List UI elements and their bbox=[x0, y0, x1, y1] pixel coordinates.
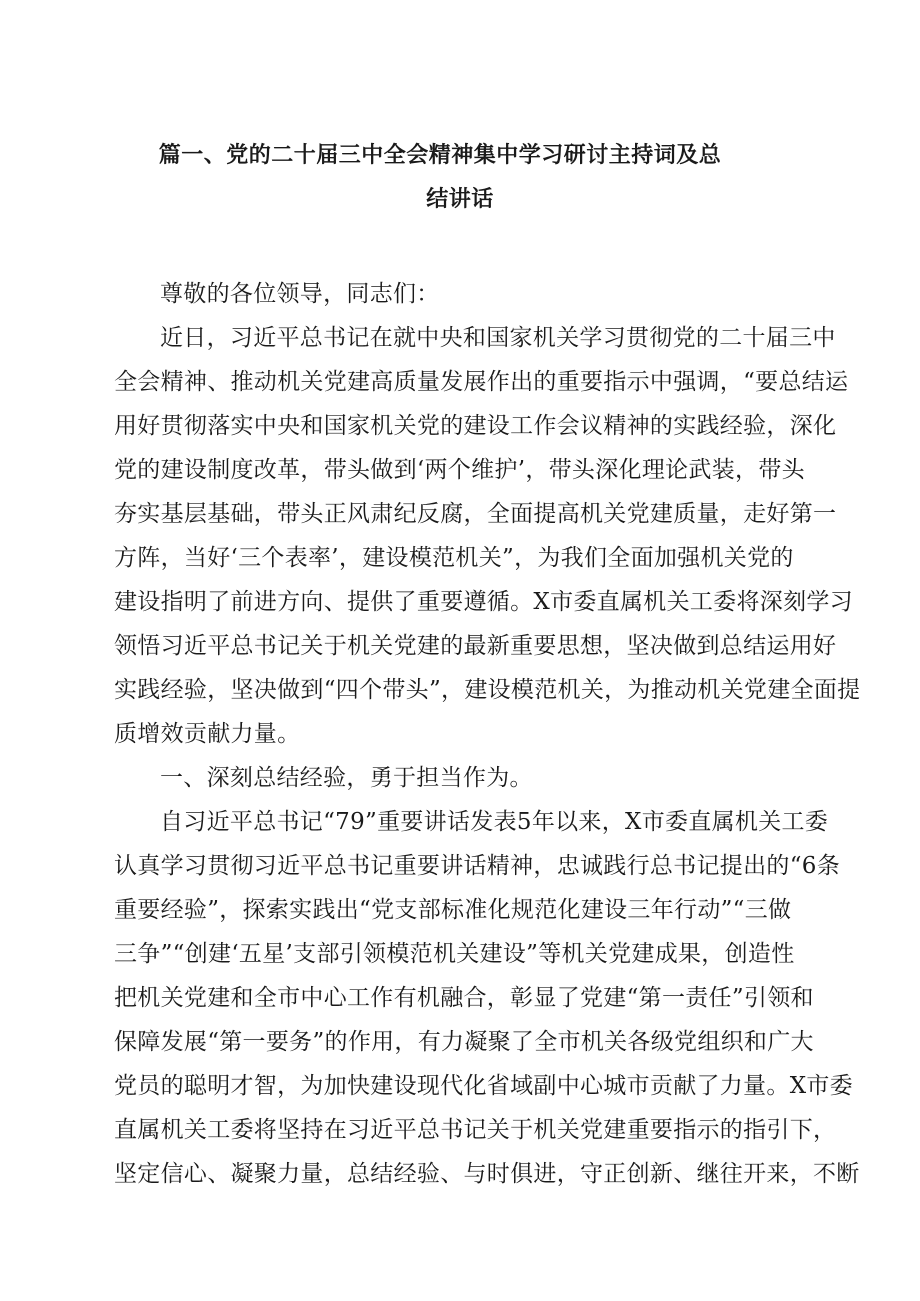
paragraph-1-line-8: 领悟习近平总书记关于机关党建的最新重要思想，坚决做到总结运用好 bbox=[114, 633, 837, 659]
paragraph-1-line-5: 夯实基层基础，带头正风肃纪反腐，全面提高机关党建质量，走好第一 bbox=[114, 501, 837, 527]
paragraph-2-line-5: 把机关党建和全市中心工作有机融合，彰显了党建“第一责任”引领和 bbox=[114, 985, 814, 1011]
paragraph-1-line-2: 全会精神、推动机关党建高质量发展作出的重要指示中强调，“要总结运 bbox=[114, 369, 849, 395]
document-title-line-1: 篇一、党的二十届三中全会精神集中学习研讨主持词及总 bbox=[158, 142, 722, 168]
paragraph-2-line-3: 重要经验”，探索实践出“党支部标准化规范化建设三年行动”“三做 bbox=[114, 897, 792, 923]
paragraph-2-line-7: 党员的聪明才智，为加快建设现代化省域副中心城市贡献了力量。X市委 bbox=[114, 1073, 853, 1099]
paragraph-2-line-1: 自习近平总书记“79”重要讲话发表5年以来，X市委直属机关工委 bbox=[160, 809, 829, 835]
paragraph-1-line-3: 用好贯彻落实中央和国家机关党的建设工作会议精神的实践经验，深化 bbox=[114, 413, 837, 439]
paragraph-2-line-6: 保障发展“第一要务”的作用，有力凝聚了全市机关各级党组织和广大 bbox=[114, 1029, 814, 1055]
paragraph-2-line-2: 认真学习贯彻习近平总书记重要讲话精神，忠诚践行总书记提出的“6条 bbox=[114, 853, 840, 879]
document-title-line-2: 结讲话 bbox=[426, 186, 494, 212]
paragraph-1-line-10: 质增效贡献力量。 bbox=[114, 721, 301, 747]
paragraph-1-line-1: 近日，习近平总书记在就中央和国家机关学习贯彻党的二十届三中 bbox=[160, 325, 836, 351]
section-heading-1: 一、深刻总结经验，勇于担当作为。 bbox=[160, 765, 533, 791]
paragraph-1-line-4: 党的建设制度改革，带头做到‘两个维护’，带头深化理论武装，带头 bbox=[114, 457, 805, 483]
paragraph-1-line-9: 实践经验，坚决做到“四个带头”，建设模范机关，为推动机关党建全面提 bbox=[114, 677, 861, 703]
salutation: 尊敬的各位领导，同志们： bbox=[160, 281, 440, 307]
paragraph-2-line-4: 三争”“创建‘五星’支部引领模范机关建设”等机关党建成果，创造性 bbox=[114, 941, 795, 967]
paragraph-2-line-9: 坚定信心、凝聚力量，总结经验、与时俱进，守正创新、继往开来，不断 bbox=[114, 1161, 860, 1187]
paragraph-1-line-6: 方阵，当好‘三个表率’，建设模范机关”，为我们全面加强机关党的 bbox=[114, 545, 794, 571]
paragraph-2-line-8: 直属机关工委将坚持在习近平总书记关于机关党建重要指示的指引下， bbox=[114, 1117, 837, 1143]
paragraph-1-line-7: 建设指明了前进方向、提供了重要遵循。X市委直属机关工委将深刻学习 bbox=[114, 589, 853, 615]
